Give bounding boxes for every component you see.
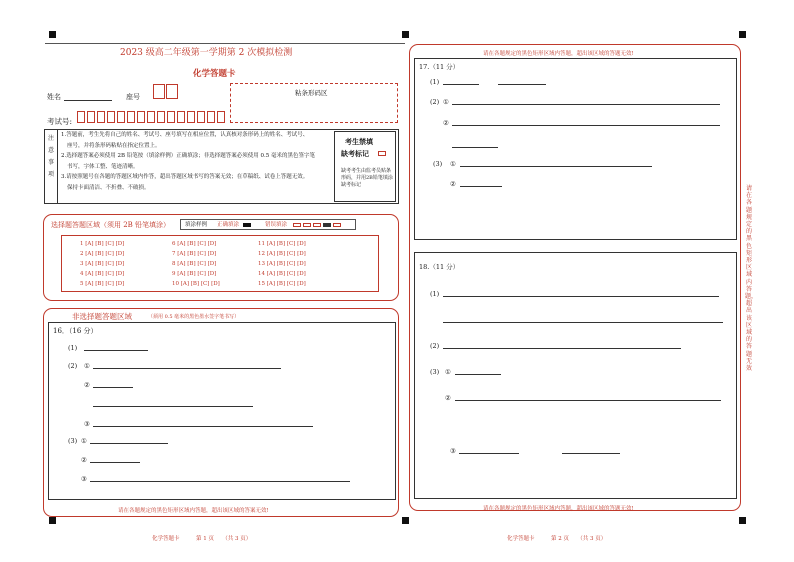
choice-row-7[interactable]: 7 [A] [B] [C] [D] [172,251,217,257]
card-title: 化学答题卡 [193,69,236,79]
absent-title: 考生禁填 [345,137,373,146]
q17-part2-c1-answer[interactable] [452,104,720,105]
alignment-mark [402,31,409,38]
q17-part3-c2: ② [450,180,456,188]
q17-part3-c2-answer[interactable] [460,186,502,187]
notice-item: 保持卡面清洁、不折叠、不破损。 [67,184,150,191]
seat-label: 座号 [126,93,140,101]
q17-part2-c1: ① [443,98,449,106]
barcode-label: 粘条形码区 [295,89,328,97]
name-field[interactable] [64,100,112,101]
q18-part1-answer[interactable] [443,296,719,297]
q18-part3-c2: ② [445,394,451,402]
choice-row-15[interactable]: 15 [A] [B] [C] [D] [258,281,306,287]
q17-part1-label: (1) [430,78,440,86]
q18-part3-c3-answer-a[interactable] [459,453,519,454]
q16-box [48,322,396,500]
nonchoice-header [56,311,336,322]
absent-box [334,131,396,202]
q17-head: 17.（11 分） [419,63,460,71]
wrong-fill-sample [323,223,331,227]
wrong-fill-label: 错误填涂 [265,222,288,228]
q17-part3-c1-answer[interactable] [460,166,652,167]
notice-side-label: 注意事项 [47,135,54,178]
wrong-fill-sample [333,223,341,227]
correct-fill-label: 正确填涂 [217,222,240,228]
choice-row-12[interactable]: 12 [A] [B] [C] [D] [258,251,306,257]
choice-row-10[interactable]: 10 [A] [B] [C] [D] [172,281,220,287]
alignment-mark [739,517,746,524]
seat-box-1[interactable] [153,84,165,99]
q17-part2-c2-answer-line2[interactable] [452,147,498,148]
q16-part3-c1: ① [81,437,87,445]
notice-divider [57,129,58,204]
warning-left-bottom: 请在各题规定的黑色矩形区域内答题，超出该区域的答案无效! [118,508,269,514]
q17-part2-c2-answer[interactable] [452,125,720,126]
wrong-fill-sample [293,223,301,227]
fill-example-label: 填涂样例 [185,222,208,228]
footer-right: 化学答题卡 第 2 页 （共 3 页） [507,536,607,542]
q17-part3-label: (3) [433,160,443,168]
bubble-grid [61,235,379,292]
seat-box-2[interactable] [166,84,178,99]
choice-row-3[interactable]: 3 [A] [B] [C] [D] [80,261,125,267]
q16-part3-c3-answer[interactable] [90,481,350,482]
q16-head: 16．（16 分） [53,327,98,335]
q16-part1-answer[interactable] [84,350,148,351]
wrong-fill-sample [313,223,321,227]
notice-list [61,133,333,191]
notice-item: 2.选择题答案必须使用 2B 铅笔按（填涂样例）正确填涂；非选择题答案必须使用 0.5 毫米的黑色签字笔 [61,153,316,159]
q16-part3-c3: ③ [81,475,87,483]
alignment-mark [49,517,56,524]
q18-part1-label: (1) [430,290,440,298]
q16-part2-c2-answer-line2[interactable] [93,406,253,407]
choice-row-9[interactable]: 9 [A] [B] [C] [D] [172,271,217,277]
choice-row-5[interactable]: 5 [A] [B] [C] [D] [80,281,125,287]
choice-row-8[interactable]: 8 [A] [B] [C] [D] [172,261,217,267]
top-rule [45,43,405,44]
correct-fill-sample [243,223,251,227]
side-warning: 请在各题规定的黑色矩形区域内答题，超出该区域的答题无效 [745,185,758,373]
nonchoice-title: 非选择题答题区域 [72,312,132,321]
q18-part2-label: (2) [430,342,440,350]
q17-part2-c2: ② [443,119,449,127]
fill-example [180,219,356,230]
choice-row-2[interactable]: 2 [A] [B] [C] [D] [80,251,125,257]
q16-part3-c1-answer[interactable] [90,443,168,444]
absent-note: 缺考考生由监考员贴条形码，并用2B铅笔填涂缺考标记 [341,168,393,188]
q16-part2-label: (2) [68,362,78,370]
name-label: 姓名 [47,93,61,101]
choice-row-6[interactable]: 6 [A] [B] [C] [D] [172,241,217,247]
exam-number-boxes[interactable] [77,111,227,123]
choice-row-14[interactable]: 14 [A] [B] [C] [D] [258,271,306,277]
q16-part2-c3-answer[interactable] [93,426,313,427]
choice-row-11[interactable]: 11 [A] [B] [C] [D] [258,241,306,247]
alignment-mark [739,31,746,38]
q16-part3-label: (3) [68,437,78,445]
absent-mark-label: 缺考标记 [341,149,369,158]
nonchoice-subtitle: （须用 0.5 毫米的黑色墨水签字笔书写） [148,314,240,320]
choice-row-1a[interactable]: 1 [A] [B] [C] [D] [80,241,125,247]
q16-part2-c1-answer[interactable] [93,368,281,369]
q18-part3-c3: ③ [450,447,456,455]
choice-row-13[interactable]: 13 [A] [B] [C] [D] [258,261,306,267]
choice-title: 选择题答题区域（须用 2B 铅笔填涂） [51,221,171,229]
alignment-mark [402,517,409,524]
q16-part3-c2-answer[interactable] [90,462,140,463]
alignment-mark [49,31,56,38]
choice-row-4[interactable]: 4 [A] [B] [C] [D] [80,271,125,277]
footer-left: 化学答题卡 第 1 页 （共 3 页） [152,536,252,542]
exam-title: 2023 级高二年级第一学期第 2 次模拟检测 [120,48,293,58]
q17-part2-label: (2) [430,98,440,106]
q18-part3-label: (3) [430,368,440,376]
q17-part1-answer-b[interactable] [498,84,546,85]
notice-item: 1.答题前，考生先将自己的姓名、考试号、座号填写在相应位置，认真核对条形码上的姓名、考试号、 [61,132,309,138]
q18-part3-c1-answer[interactable] [455,374,501,375]
q18-part1-answer-line2[interactable] [443,322,723,323]
q18-part3-c1: ① [445,368,451,376]
q16-part3-c2: ② [81,456,87,464]
q16-part2-c3: ③ [84,420,90,428]
q16-part2-c1: ① [84,362,90,370]
notice-item: 3.请按照题号在各题的答题区域内作答，超出答题区域书写的答案无效；在草稿纸、试卷上答题无效。 [61,174,309,180]
wrong-fill-sample [303,223,311,227]
q17-part3-c1: ① [450,160,456,168]
q16-part2-c2: ② [84,381,90,389]
q18-part3-c2-answer[interactable] [455,400,721,401]
warning-right-top: 请在各题规定的黑色矩形区域内答题，超出该区域的答题无效! [483,51,634,57]
notice-item: 书写，字体工整、笔迹清晰。 [67,163,139,170]
notice-item: 座号，并将条形码粘贴在指定位置上。 [67,142,161,149]
q16-part1-label: (1) [68,344,78,352]
q18-part2-answer[interactable] [443,348,681,349]
q18-box [414,252,737,499]
q17-box [414,58,737,240]
exam-number-label: 考试号: [47,117,73,126]
warning-right-bottom: 请在各题规定的黑色矩形区域内答题，超出该区域的答题无效! [483,506,634,512]
q17-part1-answer-a[interactable] [443,84,479,85]
q18-part3-c3-answer-b[interactable] [562,453,620,454]
q18-head: 18.（11 分） [419,263,460,271]
barcode-area [230,83,398,123]
absent-mark-box[interactable] [378,151,386,156]
q16-part2-c2-answer[interactable] [93,387,133,388]
